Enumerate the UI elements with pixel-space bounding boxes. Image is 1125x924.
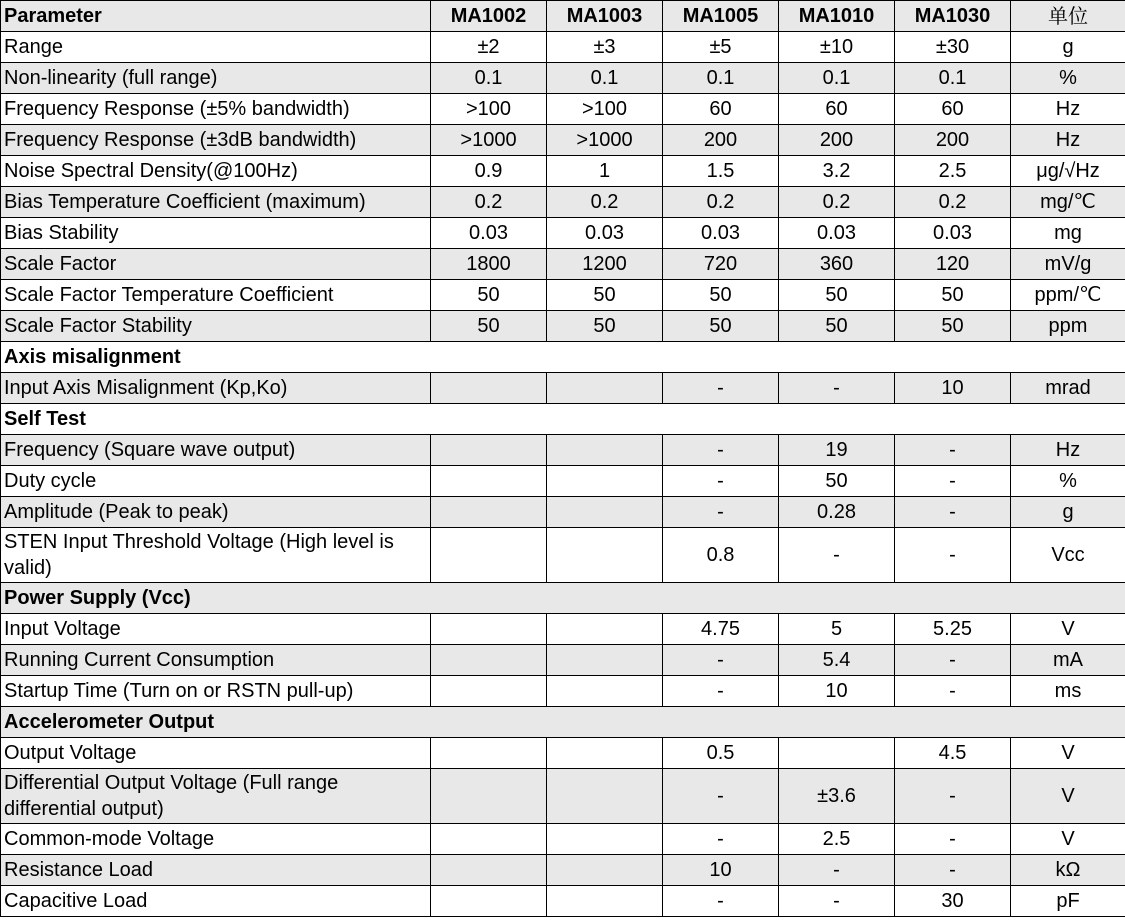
unit-cell: % <box>1011 466 1125 497</box>
ma1010-cell <box>779 738 895 769</box>
table-row <box>1 614 1125 645</box>
ma1003-cell: 0.2 <box>547 187 663 218</box>
ma1030-cell: - <box>895 645 1011 676</box>
parameter-cell: Scale Factor Temperature Coefficient <box>1 280 431 311</box>
ma1002-cell: 0.2 <box>431 187 547 218</box>
ma1003-cell: >1000 <box>547 125 663 156</box>
ma1003-cell <box>547 497 663 528</box>
unit-cell: mrad <box>1011 373 1125 404</box>
ma1010-cell: - <box>779 373 895 404</box>
parameter-cell: Range <box>1 32 431 63</box>
parameter-cell: Noise Spectral Density(@100Hz) <box>1 156 431 187</box>
ma1002-cell <box>431 497 547 528</box>
ma1010-cell: 360 <box>779 249 895 280</box>
parameter-cell: Input Axis Misalignment (Kp,Ko) <box>1 373 431 404</box>
ma1030-cell: - <box>895 855 1011 886</box>
ma1005-cell: 0.8 <box>663 528 779 583</box>
ma1030-cell: 50 <box>895 311 1011 342</box>
header-unit: 单位 <box>1011 1 1125 32</box>
ma1005-cell: - <box>663 435 779 466</box>
ma1010-cell: 2.5 <box>779 824 895 855</box>
section-header-row <box>1 342 1125 373</box>
ma1005-cell: 720 <box>663 249 779 280</box>
ma1030-cell: - <box>895 676 1011 707</box>
table-row <box>1 63 1125 94</box>
unit-cell: Hz <box>1011 94 1125 125</box>
section-title: Self Test <box>1 404 1125 435</box>
ma1005-cell: 0.03 <box>663 218 779 249</box>
unit-cell: V <box>1011 824 1125 855</box>
parameter-cell: Non-linearity (full range) <box>1 63 431 94</box>
ma1010-cell: 0.2 <box>779 187 895 218</box>
parameter-cell: STEN Input Threshold Voltage (High level is valid) <box>1 528 431 583</box>
section-header-row <box>1 707 1125 738</box>
table-row <box>1 676 1125 707</box>
ma1010-cell: 0.28 <box>779 497 895 528</box>
ma1003-cell <box>547 738 663 769</box>
parameter-cell: Scale Factor Stability <box>1 311 431 342</box>
ma1010-cell: 5.4 <box>779 645 895 676</box>
header-ma1002: MA1002 <box>431 1 547 32</box>
unit-cell: ppm/℃ <box>1011 280 1125 311</box>
ma1002-cell: 0.9 <box>431 156 547 187</box>
ma1005-cell: - <box>663 645 779 676</box>
ma1005-cell: - <box>663 824 779 855</box>
ma1010-cell: 5 <box>779 614 895 645</box>
ma1010-cell: ±10 <box>779 32 895 63</box>
header-ma1005: MA1005 <box>663 1 779 32</box>
spec-table-body <box>1 1 1125 917</box>
parameter-cell: Frequency (Square wave output) <box>1 435 431 466</box>
ma1002-cell <box>431 676 547 707</box>
ma1005-cell: - <box>663 769 779 824</box>
ma1005-cell: 0.5 <box>663 738 779 769</box>
ma1002-cell: 0.1 <box>431 63 547 94</box>
ma1003-cell: ±3 <box>547 32 663 63</box>
ma1002-cell <box>431 855 547 886</box>
section-title: Accelerometer Output <box>1 707 1125 738</box>
parameter-cell: Differential Output Voltage (Full range differential output) <box>1 769 431 824</box>
ma1010-cell: 50 <box>779 311 895 342</box>
ma1030-cell: 10 <box>895 373 1011 404</box>
table-row <box>1 855 1125 886</box>
parameter-cell: Output Voltage <box>1 738 431 769</box>
ma1030-cell: 120 <box>895 249 1011 280</box>
ma1030-cell: - <box>895 435 1011 466</box>
unit-cell: mV/g <box>1011 249 1125 280</box>
ma1030-cell: - <box>895 466 1011 497</box>
unit-cell: pF <box>1011 886 1125 917</box>
ma1010-cell: ±3.6 <box>779 769 895 824</box>
parameter-cell: Common-mode Voltage <box>1 824 431 855</box>
parameter-cell: Input Voltage <box>1 614 431 645</box>
ma1030-cell: 200 <box>895 125 1011 156</box>
ma1002-cell: >100 <box>431 94 547 125</box>
unit-cell: kΩ <box>1011 855 1125 886</box>
ma1010-cell: - <box>779 855 895 886</box>
ma1005-cell: - <box>663 676 779 707</box>
ma1030-cell: 2.5 <box>895 156 1011 187</box>
section-title: Power Supply (Vcc) <box>1 583 1125 614</box>
table-row <box>1 886 1125 917</box>
unit-cell: % <box>1011 63 1125 94</box>
ma1002-cell: 1800 <box>431 249 547 280</box>
table-row <box>1 311 1125 342</box>
ma1010-cell: - <box>779 528 895 583</box>
ma1003-cell <box>547 528 663 583</box>
unit-cell: ppm <box>1011 311 1125 342</box>
table-row <box>1 769 1125 824</box>
table-row <box>1 373 1125 404</box>
ma1002-cell: 50 <box>431 311 547 342</box>
ma1003-cell <box>547 886 663 917</box>
unit-cell: ms <box>1011 676 1125 707</box>
header-ma1003: MA1003 <box>547 1 663 32</box>
ma1005-cell: ±5 <box>663 32 779 63</box>
ma1005-cell: 4.75 <box>663 614 779 645</box>
ma1002-cell: 0.03 <box>431 218 547 249</box>
ma1030-cell: 4.5 <box>895 738 1011 769</box>
ma1003-cell <box>547 645 663 676</box>
ma1010-cell: 3.2 <box>779 156 895 187</box>
ma1002-cell <box>431 769 547 824</box>
ma1003-cell <box>547 614 663 645</box>
ma1003-cell <box>547 769 663 824</box>
ma1003-cell: 1200 <box>547 249 663 280</box>
ma1030-cell: - <box>895 824 1011 855</box>
ma1005-cell: 200 <box>663 125 779 156</box>
table-row <box>1 645 1125 676</box>
ma1030-cell: - <box>895 497 1011 528</box>
parameter-cell: Resistance Load <box>1 855 431 886</box>
ma1002-cell <box>431 528 547 583</box>
ma1030-cell: 0.1 <box>895 63 1011 94</box>
ma1010-cell: - <box>779 886 895 917</box>
parameter-cell: Frequency Response (±3dB bandwidth) <box>1 125 431 156</box>
ma1010-cell: 50 <box>779 280 895 311</box>
unit-cell: μg/√Hz <box>1011 156 1125 187</box>
table-row <box>1 528 1125 583</box>
ma1010-cell: 60 <box>779 94 895 125</box>
parameter-cell: Scale Factor <box>1 249 431 280</box>
ma1005-cell: 50 <box>663 311 779 342</box>
section-title: Axis misalignment <box>1 342 1125 373</box>
ma1002-cell: 50 <box>431 280 547 311</box>
ma1005-cell: 1.5 <box>663 156 779 187</box>
ma1010-cell: 0.1 <box>779 63 895 94</box>
ma1030-cell: 0.2 <box>895 187 1011 218</box>
parameter-cell: Bias Temperature Coefficient (maximum) <box>1 187 431 218</box>
table-row <box>1 218 1125 249</box>
unit-cell: Hz <box>1011 435 1125 466</box>
ma1002-cell <box>431 824 547 855</box>
ma1003-cell: 0.03 <box>547 218 663 249</box>
parameter-cell: Capacitive Load <box>1 886 431 917</box>
ma1030-cell: - <box>895 528 1011 583</box>
table-row <box>1 824 1125 855</box>
parameter-cell: Duty cycle <box>1 466 431 497</box>
parameter-cell: Frequency Response (±5% bandwidth) <box>1 94 431 125</box>
table-row <box>1 497 1125 528</box>
ma1030-cell: 0.03 <box>895 218 1011 249</box>
ma1003-cell <box>547 855 663 886</box>
ma1005-cell: - <box>663 497 779 528</box>
ma1003-cell: 0.1 <box>547 63 663 94</box>
header-parameter: Parameter <box>1 1 431 32</box>
unit-cell: g <box>1011 497 1125 528</box>
ma1002-cell <box>431 614 547 645</box>
parameter-cell: Amplitude (Peak to peak) <box>1 497 431 528</box>
ma1030-cell: 60 <box>895 94 1011 125</box>
header-ma1030: MA1030 <box>895 1 1011 32</box>
ma1005-cell: 0.1 <box>663 63 779 94</box>
ma1003-cell <box>547 435 663 466</box>
section-header-row <box>1 583 1125 614</box>
table-row <box>1 156 1125 187</box>
table-row <box>1 435 1125 466</box>
parameter-cell: Running Current Consumption <box>1 645 431 676</box>
ma1002-cell <box>431 645 547 676</box>
ma1003-cell <box>547 373 663 404</box>
ma1010-cell: 50 <box>779 466 895 497</box>
ma1030-cell: 50 <box>895 280 1011 311</box>
ma1002-cell: >1000 <box>431 125 547 156</box>
table-row <box>1 738 1125 769</box>
ma1030-cell: 5.25 <box>895 614 1011 645</box>
table-row <box>1 32 1125 63</box>
ma1002-cell <box>431 373 547 404</box>
ma1005-cell: 60 <box>663 94 779 125</box>
ma1010-cell: 19 <box>779 435 895 466</box>
ma1003-cell <box>547 466 663 497</box>
ma1003-cell <box>547 824 663 855</box>
ma1005-cell: - <box>663 373 779 404</box>
ma1002-cell <box>431 466 547 497</box>
table-row <box>1 280 1125 311</box>
ma1002-cell <box>431 435 547 466</box>
ma1002-cell: ±2 <box>431 32 547 63</box>
ma1003-cell <box>547 676 663 707</box>
section-header-row <box>1 404 1125 435</box>
table-row <box>1 94 1125 125</box>
ma1010-cell: 0.03 <box>779 218 895 249</box>
unit-cell: V <box>1011 614 1125 645</box>
ma1005-cell: - <box>663 886 779 917</box>
unit-cell: Vcc <box>1011 528 1125 583</box>
parameter-cell: Startup Time (Turn on or RSTN pull-up) <box>1 676 431 707</box>
ma1003-cell: >100 <box>547 94 663 125</box>
table-row <box>1 249 1125 280</box>
unit-cell: mg <box>1011 218 1125 249</box>
ma1030-cell: ±30 <box>895 32 1011 63</box>
ma1002-cell <box>431 886 547 917</box>
table-header-row <box>1 1 1125 32</box>
unit-cell: g <box>1011 32 1125 63</box>
table-row <box>1 466 1125 497</box>
parameter-cell: Bias Stability <box>1 218 431 249</box>
unit-cell: V <box>1011 769 1125 824</box>
table-row <box>1 125 1125 156</box>
unit-cell: mg/℃ <box>1011 187 1125 218</box>
header-ma1010: MA1010 <box>779 1 895 32</box>
ma1030-cell: 30 <box>895 886 1011 917</box>
ma1010-cell: 200 <box>779 125 895 156</box>
unit-cell: V <box>1011 738 1125 769</box>
unit-cell: Hz <box>1011 125 1125 156</box>
ma1030-cell: - <box>895 769 1011 824</box>
ma1003-cell: 50 <box>547 311 663 342</box>
ma1003-cell: 1 <box>547 156 663 187</box>
ma1005-cell: 50 <box>663 280 779 311</box>
table-row <box>1 187 1125 218</box>
ma1005-cell: 10 <box>663 855 779 886</box>
unit-cell: mA <box>1011 645 1125 676</box>
ma1005-cell: - <box>663 466 779 497</box>
ma1005-cell: 0.2 <box>663 187 779 218</box>
ma1002-cell <box>431 738 547 769</box>
ma1010-cell: 10 <box>779 676 895 707</box>
ma1003-cell: 50 <box>547 280 663 311</box>
